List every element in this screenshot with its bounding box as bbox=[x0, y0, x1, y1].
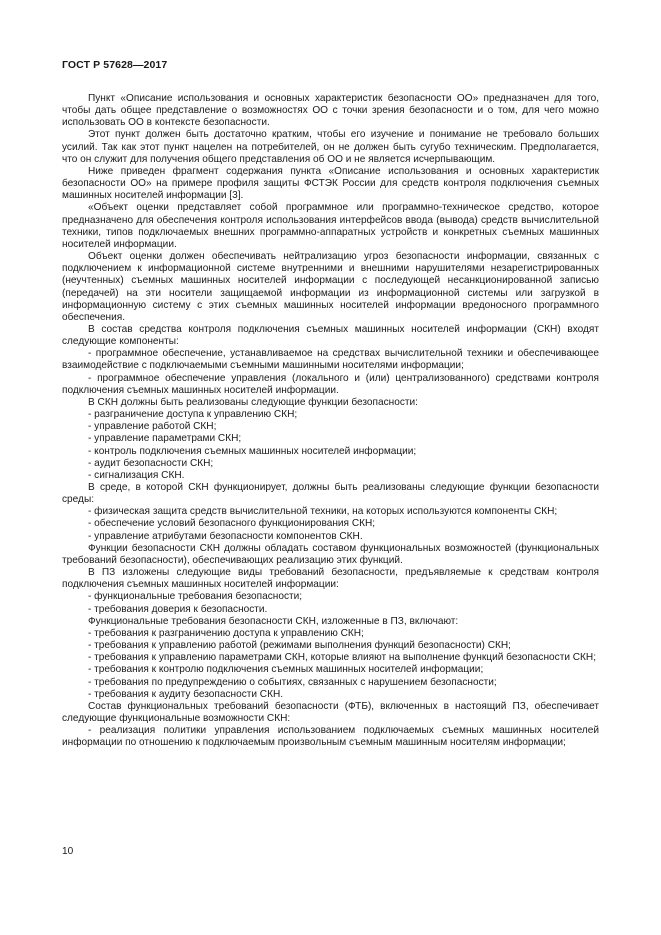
list-item: - управление работой СКН; bbox=[88, 421, 217, 433]
paragraph: Объект оценки должен обеспечивать нейтрализацию угроз безопасности информации, связанных с подключением к информационной системе внутренними и внешними нарушителями незарегистрированных (неучтенных) съемных машинных носителей информации с последующей несанкционированной записью (передачей) на эти носители защищаемой информации из информационной системы или загрузкой в информационную систему с этих съемных машинных носителей информации вредоносного программного обеспечения. bbox=[62, 251, 599, 323]
list-item: - контроль подключения съемных машинных носителей информации; bbox=[88, 445, 417, 457]
list-item: - требования по предупреждению о событиях, связанных с нарушением безопасности; bbox=[88, 676, 497, 688]
paragraph: В ПЗ изложены следующие виды требований безопасности, предъявляемые к средствам контроля подключения съемных машинных носителей информации: bbox=[62, 567, 599, 591]
list-item: - сигнализация СКН. bbox=[88, 469, 185, 481]
list-item: - требования к управлению параметрами СКН, которые влияют на выполнение функций безопасности СКН; bbox=[88, 652, 597, 664]
list-item: - разграничение доступа к управлению СКН; bbox=[88, 409, 298, 421]
document-body bbox=[62, 93, 599, 749]
paragraph: Функции безопасности СКН должны обладать составом функциональных возможностей (функциональных требований безопасности), обеспечивающих реализацию этих функций. bbox=[62, 542, 599, 566]
list-item: - программное обеспечение, устанавливаемое на средствах вычислительной техники и обеспечивающее взаимодействие с подключаемыми съемными машинными носителями информации; bbox=[62, 348, 599, 372]
list-item: - обеспечение условий безопасного функционирования СКН; bbox=[88, 518, 376, 530]
page-number: 10 bbox=[62, 846, 74, 857]
list-item: - аудит безопасности СКН; bbox=[88, 457, 214, 469]
document-header: ГОСТ Р 57628—2017 bbox=[62, 59, 168, 71]
paragraph: Ниже приведен фрагмент содержания пункта «Описание использования и основных характеристик безопасности ОО» на примере профиля защиты ФСТЭК России для средств контроля подключения съемных машинных носителей информации [3]. bbox=[62, 165, 599, 202]
paragraph: В состав средства контроля подключения съемных машинных носителей информации (СКН) входят следующие компоненты: bbox=[62, 323, 599, 348]
list-item: - требования к разграничению доступа к управлению СКН; bbox=[88, 627, 364, 639]
list-item: - требования доверия к безопасности. bbox=[88, 603, 268, 615]
paragraph: Состав функциональных требований безопасности (ФТБ), включенных в настоящий ПЗ, обеспечивает следующие функциональные возможности СКН: bbox=[62, 700, 599, 724]
paragraph: В среде, в которой СКН функционирует, должны быть реализованы следующие функции безопасности среды: bbox=[62, 482, 599, 506]
paragraph: «Объект оценки представляет собой программное или программно-техническое средство, которое предназначено для обеспечения контроля использования интерфейсов ввода (вывода) средств вычислительной техники, типов подключаемых внешних программно-аппаратных устройств и конкретных съемных машинных носителей информации. bbox=[62, 202, 599, 250]
paragraph: Функциональные требования безопасности СКН, изложенные в ПЗ, включают: bbox=[88, 615, 459, 627]
list-item: - физическая защита средств вычислительной техники, на которых используются компоненты СКН; bbox=[88, 506, 558, 518]
list-item: - требования к управлению работой (режимами выполнения функций безопасности) СКН; bbox=[88, 640, 511, 652]
paragraph: Пункт «Описание использования и основных характеристик безопасности ОО» предназначен для того, чтобы дать общее представление о возможностях ОО с точки зрения безопасности и о том, для чего можно использовать ОО в контексте безопасности. bbox=[62, 93, 599, 129]
list-item: - управление параметрами СКН; bbox=[88, 433, 242, 445]
list-item: - требования к аудиту безопасности СКН. bbox=[88, 688, 284, 700]
list-item: - реализация политики управления использованием подключаемых съемных машинных носителей информации по отношению к подключаемым произвольным съемным машинным носителям информации; bbox=[62, 725, 599, 749]
list-item: - функциональные требования безопасности; bbox=[88, 591, 303, 603]
list-item: - требования к контролю подключения съемных машинных носителей информации; bbox=[88, 664, 484, 676]
paragraph: В СКН должны быть реализованы следующие функции безопасности: bbox=[88, 396, 418, 408]
paragraph: Этот пункт должен быть достаточно кратким, чтобы его изучение и понимание не требовало больших усилий. Так как этот пункт нацелен на потребителей, он не должен быть сугубо техническим. Предполагается, что он служит для получения общего представления об ОО и не является исчерпывающим. bbox=[62, 129, 599, 165]
list-item: - управление атрибутами безопасности компонентов СКН. bbox=[88, 530, 363, 542]
list-item: - программное обеспечение управления (локального и (или) централизованного) средствами контроля подключения съемных машинных носителей информации. bbox=[62, 372, 599, 396]
